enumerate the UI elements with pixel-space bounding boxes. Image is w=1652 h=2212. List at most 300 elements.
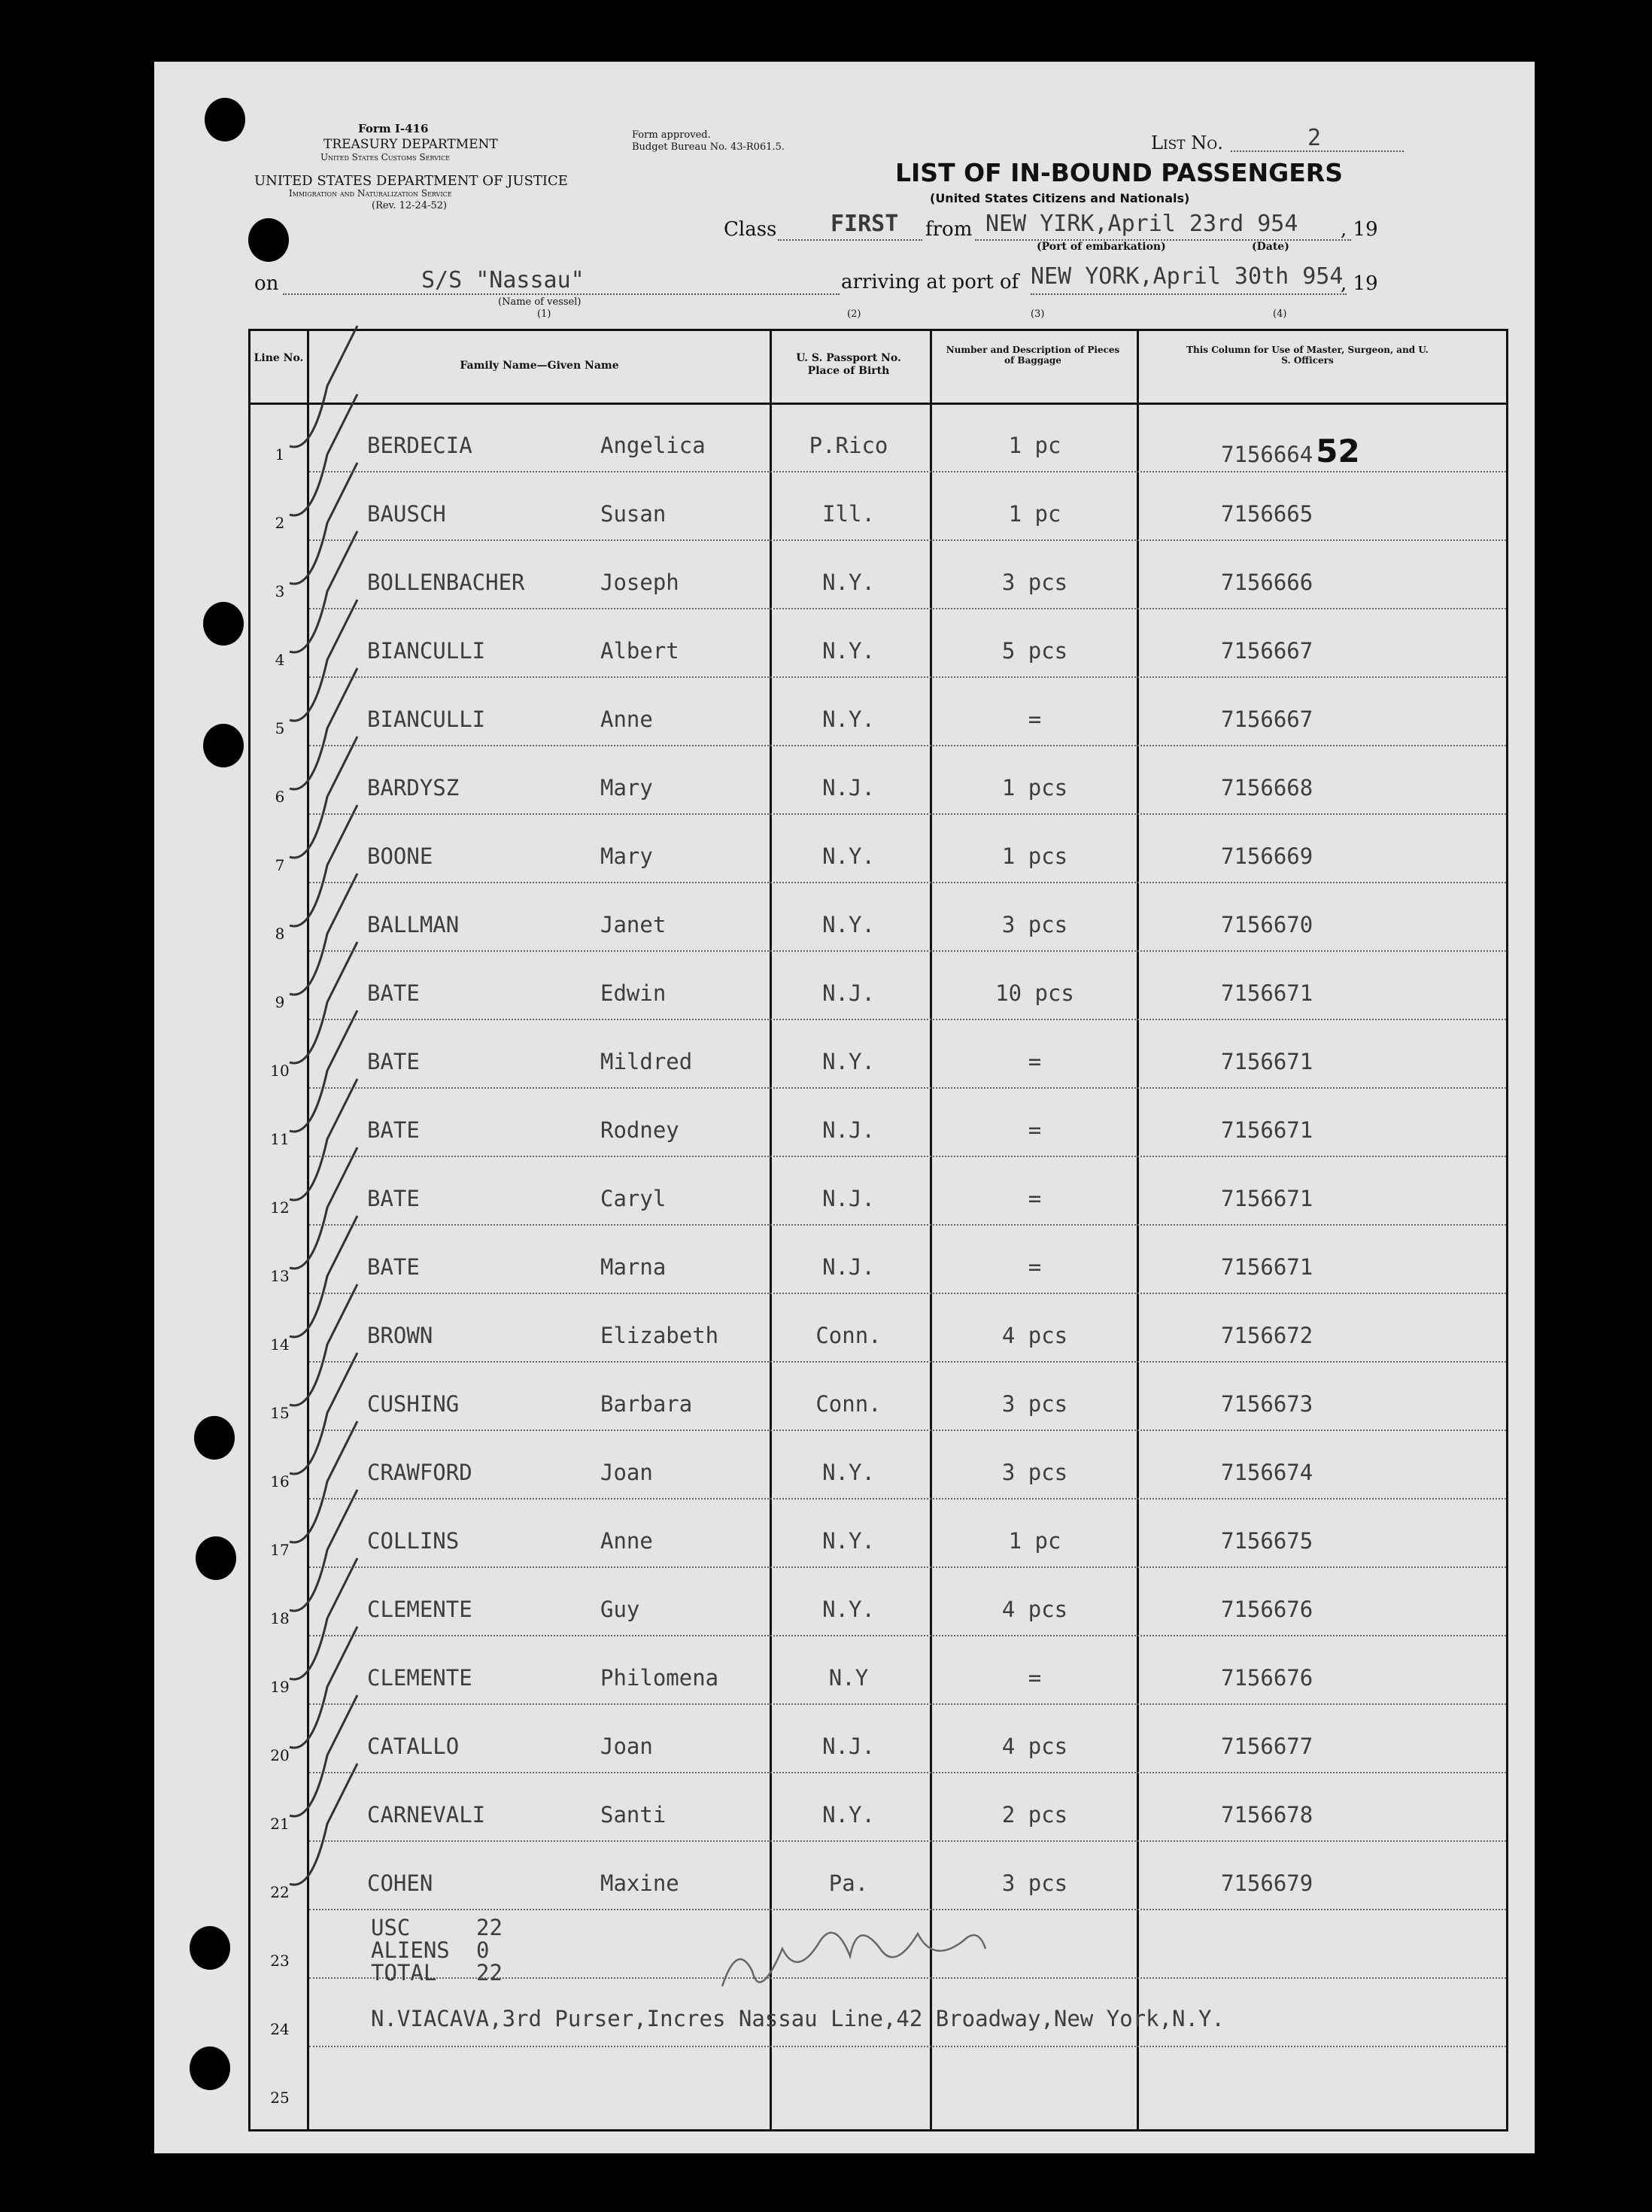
officer-number-text: 7156671 xyxy=(1221,1254,1313,1280)
baggage xyxy=(931,1323,1138,1348)
baggage xyxy=(931,1802,1138,1828)
total-value: 22 xyxy=(476,1915,503,1940)
dotted-line xyxy=(283,293,840,295)
family-name-text: COHEN xyxy=(367,1870,433,1896)
family-name xyxy=(367,1802,485,1828)
officer-number-text: 7156671 xyxy=(1221,1049,1313,1074)
line-number: 4 xyxy=(275,651,285,669)
family-name-text: BATE xyxy=(367,980,420,1006)
place-of-birth-text: N.J. xyxy=(822,1733,875,1759)
given-name xyxy=(600,1597,639,1622)
line-number: 7 xyxy=(275,856,285,874)
family-name xyxy=(367,1049,420,1074)
officer-number-text: 7156668 xyxy=(1221,775,1313,801)
customs-service: United States Customs Service xyxy=(320,152,451,163)
place-of-birth xyxy=(770,980,928,1006)
given-name-text: Mildred xyxy=(600,1049,693,1074)
row-rule xyxy=(309,1909,1506,1910)
family-name xyxy=(367,570,525,595)
given-name xyxy=(600,1802,666,1828)
baggage-text: = xyxy=(1028,706,1042,732)
date-caption: (Date) xyxy=(1252,241,1289,253)
given-name xyxy=(600,1460,653,1485)
officer-number-text: 7156677 xyxy=(1221,1733,1313,1759)
family-name xyxy=(367,1460,472,1485)
list-number: 2 xyxy=(1307,125,1322,151)
family-name-text: CLEMENTE xyxy=(367,1597,472,1622)
dotted-line xyxy=(1031,293,1347,295)
place-of-birth-text: Ill. xyxy=(822,501,875,527)
total-label: ALIENS xyxy=(371,1937,450,1963)
place-of-birth xyxy=(770,1186,928,1211)
baggage-text: = xyxy=(1028,1186,1042,1211)
officer-number-text: 7156671 xyxy=(1221,1117,1313,1143)
row-rule xyxy=(309,608,1506,609)
row-rule xyxy=(309,1635,1506,1636)
place-of-birth-text: N.Y. xyxy=(822,638,875,664)
officer-number xyxy=(1221,706,1313,732)
passenger-table xyxy=(248,329,1508,2131)
line-number: 18 xyxy=(270,1609,290,1627)
punch-hole xyxy=(190,1926,230,1970)
place-of-birth xyxy=(770,1597,928,1622)
place-of-birth-text: N.Y. xyxy=(822,570,875,595)
place-of-birth xyxy=(770,1733,928,1759)
line-number: 3 xyxy=(275,582,285,600)
given-name-text: Elizabeth xyxy=(600,1323,719,1348)
officer-number xyxy=(1221,1186,1313,1211)
family-name xyxy=(367,1391,459,1417)
given-name xyxy=(600,1391,692,1417)
row-rule xyxy=(309,676,1506,678)
officer-number xyxy=(1221,1597,1313,1622)
baggage-text: 3 pcs xyxy=(1001,1870,1068,1896)
family-name xyxy=(367,1254,420,1280)
officer-number xyxy=(1221,1528,1313,1554)
officer-number-text: 7156673 xyxy=(1221,1391,1313,1417)
officer-number-text: 7156670 xyxy=(1221,912,1313,937)
on-label: on xyxy=(254,272,279,295)
family-name-text: BATE xyxy=(367,1186,420,1211)
baggage-text: 3 pcs xyxy=(1001,1391,1068,1417)
line-number: 22 xyxy=(270,1883,290,1901)
officer-number xyxy=(1221,1049,1313,1074)
family-name-text: BERDECIA xyxy=(367,433,472,458)
arrival-value: NEW YORK,April 30th 954 xyxy=(1031,263,1344,290)
officer-number xyxy=(1221,1870,1313,1896)
line-number: 23 xyxy=(270,1952,290,1970)
row-rule xyxy=(309,1293,1506,1294)
place-of-birth xyxy=(770,843,928,869)
vessel-name: S/S "Nassau" xyxy=(421,267,585,293)
place-of-birth-text: N.J. xyxy=(822,1117,875,1143)
family-name-text: BALLMAN xyxy=(367,912,460,937)
dotted-line xyxy=(778,239,922,241)
place-of-birth-text: N.Y. xyxy=(822,706,875,732)
given-name-text: Anne xyxy=(600,1528,653,1554)
baggage-header: Number and Description of Pieces of Baggage xyxy=(946,345,1120,366)
family-name-text: CARNEVALI xyxy=(367,1802,486,1828)
row-rule xyxy=(309,1361,1506,1363)
given-name-text: Mary xyxy=(600,843,653,869)
officer-number-text: 7156666 xyxy=(1221,570,1313,595)
family-name-text: BOLLENBACHER xyxy=(367,570,525,595)
officer-number-text: 7156667 xyxy=(1221,706,1313,732)
punch-hole xyxy=(196,1536,236,1580)
baggage-text: 4 pcs xyxy=(1001,1733,1068,1759)
officer-number-text: 7156675 xyxy=(1221,1528,1313,1554)
line-number: 5 xyxy=(275,719,285,737)
baggage xyxy=(931,1460,1138,1485)
baggage-text: 2 pcs xyxy=(1001,1802,1068,1828)
given-name-text: Maxine xyxy=(600,1870,679,1896)
given-name-text: Edwin xyxy=(600,980,667,1006)
baggage xyxy=(931,1528,1138,1554)
baggage-text: = xyxy=(1028,1665,1042,1691)
family-name-text: COLLINS xyxy=(367,1528,460,1554)
officer-number-text: 7156674 xyxy=(1221,1460,1313,1485)
row-rule xyxy=(309,1703,1506,1705)
place-of-birth-text: N.J. xyxy=(822,1254,875,1280)
family-name xyxy=(367,1117,420,1143)
punch-hole xyxy=(190,2046,230,2090)
baggage-text: 3 pcs xyxy=(1001,570,1068,595)
row-rule xyxy=(309,1087,1506,1089)
family-name-text: BAUSCH xyxy=(367,501,446,527)
officer-number xyxy=(1221,775,1313,801)
baggage-text: = xyxy=(1028,1254,1042,1280)
line-number: 20 xyxy=(270,1746,290,1764)
line-number: 6 xyxy=(275,788,285,806)
form-number: Form I-416 xyxy=(358,122,429,135)
officer-number-text: 7156667 xyxy=(1221,638,1313,664)
total-value: 22 xyxy=(476,1960,503,1986)
place-of-birth xyxy=(770,570,928,595)
year-suffix: , 19 xyxy=(1341,218,1378,241)
place-of-birth xyxy=(770,1528,928,1554)
given-name-text: Santi xyxy=(600,1802,667,1828)
line-number: 9 xyxy=(275,993,285,1011)
place-of-birth xyxy=(770,1049,928,1074)
line-number: 13 xyxy=(270,1267,290,1285)
place-of-birth xyxy=(770,1254,928,1280)
baggage xyxy=(931,1870,1138,1896)
officer-number xyxy=(1221,1802,1313,1828)
line-number: 8 xyxy=(275,925,285,943)
given-name-text: Marna xyxy=(600,1254,667,1280)
officer-number-text: 7156678 xyxy=(1221,1802,1313,1828)
given-name-text: Anne xyxy=(600,706,653,732)
line-no-header: Line No. xyxy=(254,352,304,364)
family-name-text: BOONE xyxy=(367,843,433,869)
officer-number xyxy=(1221,1733,1313,1759)
officer-number xyxy=(1221,1391,1313,1417)
place-of-birth-text: N.Y xyxy=(828,1665,869,1691)
baggage xyxy=(931,1665,1138,1691)
family-name xyxy=(367,843,433,869)
total-label: USC xyxy=(371,1915,411,1940)
family-name-text: CRAWFORD xyxy=(367,1460,472,1485)
family-name xyxy=(367,1597,472,1622)
place-of-birth xyxy=(770,912,928,937)
baggage xyxy=(931,1049,1138,1074)
baggage xyxy=(931,912,1138,937)
class-label: Class xyxy=(724,218,777,241)
given-name xyxy=(600,501,666,527)
given-name xyxy=(600,1323,718,1348)
officer-number xyxy=(1221,1117,1313,1143)
port-caption: (Port of embarkation) xyxy=(1037,241,1166,253)
officer-number-text: 7156671 xyxy=(1221,1186,1313,1211)
given-name xyxy=(600,638,679,664)
class-value: FIRST xyxy=(831,211,899,237)
place-of-birth-text: N.Y. xyxy=(822,1460,875,1485)
row-rule xyxy=(309,471,1506,472)
form-title: LIST OF IN-BOUND PASSENGERS xyxy=(895,158,1343,187)
family-name xyxy=(367,1733,459,1759)
officer-number xyxy=(1221,1665,1313,1691)
place-of-birth xyxy=(770,706,928,732)
col2-caption: (2) xyxy=(847,308,861,320)
given-name xyxy=(600,775,653,801)
place-of-birth-text: N.J. xyxy=(822,775,875,801)
given-name xyxy=(600,912,666,937)
officer-number xyxy=(1221,912,1313,937)
baggage xyxy=(931,501,1138,527)
given-name xyxy=(600,1665,718,1691)
baggage-text: 1 pcs xyxy=(1001,775,1068,801)
baggage xyxy=(931,1597,1138,1622)
given-name xyxy=(600,1186,666,1211)
line-number: 11 xyxy=(270,1130,290,1148)
officer-number-text: 7156665 xyxy=(1221,501,1313,527)
place-of-birth-text: N.Y. xyxy=(822,1049,875,1074)
given-name xyxy=(600,706,653,732)
row-rule xyxy=(309,882,1506,883)
place-of-birth xyxy=(770,1391,928,1417)
officer-number-text: 7156679 xyxy=(1221,1870,1313,1896)
family-name xyxy=(367,1665,472,1691)
punch-hole xyxy=(205,98,245,141)
given-name xyxy=(600,843,653,869)
given-name-text: Joseph xyxy=(600,570,679,595)
col3-caption: (3) xyxy=(1031,308,1045,320)
column-rule xyxy=(770,331,772,2129)
line-number: 14 xyxy=(270,1335,290,1354)
family-name xyxy=(367,1870,433,1896)
place-of-birth xyxy=(770,1802,928,1828)
family-name xyxy=(367,433,472,458)
row-rule xyxy=(309,1566,1506,1568)
embarkation-value: NEW YIRK,April 23rd 954 xyxy=(985,211,1298,237)
row-rule xyxy=(309,2046,1506,2047)
family-name xyxy=(367,638,485,664)
officer-number xyxy=(1221,638,1313,664)
column-rule xyxy=(1137,331,1139,2129)
baggage xyxy=(931,1391,1138,1417)
given-name xyxy=(600,1870,679,1896)
handwritten-count: 52 xyxy=(1316,433,1360,469)
place-of-birth xyxy=(770,433,928,458)
baggage xyxy=(931,1254,1138,1280)
row-rule xyxy=(309,1224,1506,1226)
baggage-text: 1 pcs xyxy=(1001,843,1068,869)
baggage-text: = xyxy=(1028,1049,1042,1074)
baggage xyxy=(931,980,1138,1006)
column-rule xyxy=(930,331,932,2129)
given-name xyxy=(600,1733,653,1759)
given-name xyxy=(600,570,679,595)
year-suffix: , 19 xyxy=(1341,272,1378,295)
row-rule xyxy=(309,1772,1506,1773)
officers-header: This Column for Use of Master, Surgeon, and U. S. Officers xyxy=(1186,345,1429,366)
given-name-text: Susan xyxy=(600,501,667,527)
place-of-birth-text: Pa. xyxy=(828,1870,869,1896)
given-name-text: Rodney xyxy=(600,1117,679,1143)
family-name-text: BROWN xyxy=(367,1323,433,1348)
treasury-dept: TREASURY DEPARTMENT xyxy=(323,137,498,152)
given-name-text: Guy xyxy=(600,1597,640,1622)
justice-dept: UNITED STATES DEPARTMENT OF JUSTICE xyxy=(254,173,568,189)
given-name-text: Joan xyxy=(600,1460,653,1485)
place-of-birth-text: N.Y. xyxy=(822,843,875,869)
row-rule xyxy=(309,1498,1506,1499)
officer-number-text: 7156676 xyxy=(1221,1665,1313,1691)
baggage-text: 3 pcs xyxy=(1001,1460,1068,1485)
officer-number xyxy=(1221,1323,1313,1348)
col4-caption: (4) xyxy=(1273,308,1287,320)
place-of-birth-text: N.Y. xyxy=(822,912,875,937)
given-name-text: Caryl xyxy=(600,1186,667,1211)
officer-number xyxy=(1221,1254,1313,1280)
line-number: 16 xyxy=(270,1472,290,1490)
passport-header: U. S. Passport No. Place of Birth xyxy=(796,352,901,377)
officer-number xyxy=(1221,1460,1313,1485)
punch-hole xyxy=(203,602,244,646)
purser-line: N.VIACAVA,3rd Purser,Incres Nassau Line,42 Broadway,New York,N.Y. xyxy=(371,2006,1225,2031)
immigration-service: Immigration and Naturalization Service xyxy=(289,188,452,199)
baggage xyxy=(931,1117,1138,1143)
officer-number xyxy=(1221,570,1313,595)
place-of-birth xyxy=(770,775,928,801)
family-name-text: CUSHING xyxy=(367,1391,460,1417)
place-of-birth xyxy=(770,1665,928,1691)
place-of-birth-text: N.J. xyxy=(822,980,875,1006)
place-of-birth-text: Conn. xyxy=(815,1323,882,1348)
place-of-birth-text: N.Y. xyxy=(822,1597,875,1622)
place-of-birth-text: N.Y. xyxy=(822,1802,875,1828)
given-name xyxy=(600,1049,692,1074)
line-number: 24 xyxy=(270,2020,290,2038)
officer-number-text: 7156669 xyxy=(1221,843,1313,869)
budget-bureau: Budget Bureau No. 43-R061.5. xyxy=(632,141,785,153)
baggage-text: 10 pcs xyxy=(995,980,1074,1006)
line-number: 17 xyxy=(270,1541,290,1559)
family-name-text: BIANCULLI xyxy=(367,706,486,732)
given-name xyxy=(600,980,666,1006)
given-name xyxy=(600,1528,653,1554)
line-number: 21 xyxy=(270,1815,290,1833)
officer-number xyxy=(1221,433,1360,469)
line-number: 19 xyxy=(270,1678,290,1696)
form-approved: Form approved. xyxy=(632,129,711,141)
baggage-text: 1 pc xyxy=(1008,433,1061,458)
family-name-text: BARDYSZ xyxy=(367,775,460,801)
given-name-text: Philomena xyxy=(600,1665,719,1691)
family-name-text: BATE xyxy=(367,1254,420,1280)
family-name xyxy=(367,706,485,732)
baggage-text: 4 pcs xyxy=(1001,1597,1068,1622)
place-of-birth-text: N.J. xyxy=(822,1186,875,1211)
row-rule xyxy=(309,1156,1506,1157)
baggage-text: 5 pcs xyxy=(1001,638,1068,664)
column-rule xyxy=(307,331,309,2129)
given-name-text: Joan xyxy=(600,1733,653,1759)
officer-number-text: 7156664 xyxy=(1221,442,1313,467)
family-name xyxy=(367,912,459,937)
row-rule xyxy=(309,1019,1506,1020)
row-rule xyxy=(309,745,1506,746)
baggage xyxy=(931,706,1138,732)
officer-number-text: 7156672 xyxy=(1221,1323,1313,1348)
line-number: 1 xyxy=(275,445,285,463)
form-subtitle: (United States Citizens and Nationals) xyxy=(930,191,1190,205)
family-name-text: CATALLO xyxy=(367,1733,460,1759)
family-name xyxy=(367,775,459,801)
given-name xyxy=(600,433,706,458)
family-name xyxy=(367,501,446,527)
officer-number-text: 7156671 xyxy=(1221,980,1313,1006)
row-rule xyxy=(309,539,1506,541)
baggage xyxy=(931,775,1138,801)
given-name-text: Angelica xyxy=(600,433,706,458)
family-name-text: BATE xyxy=(367,1049,420,1074)
baggage-text: 1 pc xyxy=(1008,1528,1061,1554)
given-name-text: Janet xyxy=(600,912,667,937)
baggage xyxy=(931,843,1138,869)
place-of-birth xyxy=(770,638,928,664)
family-name xyxy=(367,1323,433,1348)
baggage xyxy=(931,570,1138,595)
given-name-text: Albert xyxy=(600,638,679,664)
arriving-label: arriving at port of xyxy=(841,271,1019,293)
row-rule xyxy=(309,1430,1506,1431)
punch-hole xyxy=(248,218,289,262)
given-name-text: Barbara xyxy=(600,1391,693,1417)
officer-number-text: 7156676 xyxy=(1221,1597,1313,1622)
place-of-birth-text: Conn. xyxy=(815,1391,882,1417)
place-of-birth-text: N.Y. xyxy=(822,1528,875,1554)
total-value: 0 xyxy=(476,1937,490,1963)
place-of-birth xyxy=(770,1460,928,1485)
place-of-birth-text: P.Rico xyxy=(809,433,888,458)
baggage-text: 3 pcs xyxy=(1001,912,1068,937)
baggage xyxy=(931,1733,1138,1759)
punch-hole xyxy=(194,1416,235,1460)
total-label: TOTAL xyxy=(371,1960,437,1986)
punch-hole xyxy=(203,724,244,767)
family-name xyxy=(367,980,420,1006)
baggage xyxy=(931,433,1138,458)
family-name-text: BATE xyxy=(367,1117,420,1143)
line-number: 2 xyxy=(275,514,285,532)
family-name-text: BIANCULLI xyxy=(367,638,486,664)
officer-number xyxy=(1221,501,1313,527)
line-number: 12 xyxy=(270,1199,290,1217)
row-rule xyxy=(309,813,1506,815)
family-name-text: CLEMENTE xyxy=(367,1665,472,1691)
officer-number xyxy=(1221,980,1313,1006)
